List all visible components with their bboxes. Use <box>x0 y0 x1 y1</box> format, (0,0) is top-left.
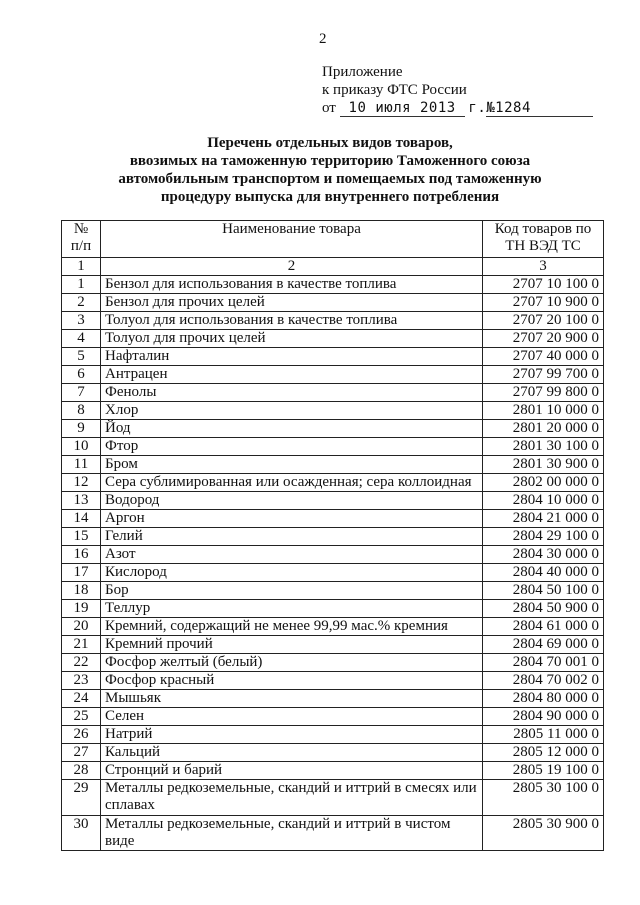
page-number: 2 <box>319 31 327 47</box>
table-row <box>62 456 604 474</box>
table-row <box>62 330 604 348</box>
title-line-2: ввозимых на таможенную территорию Таможенного союза <box>129 153 531 169</box>
table-row <box>62 384 604 402</box>
cell-num: 15 <box>62 528 101 546</box>
table-row <box>62 492 604 510</box>
cell-num: 4 <box>62 330 101 348</box>
cell-num: 12 <box>62 474 101 492</box>
cell-num: 27 <box>62 744 101 762</box>
cell-num: 18 <box>62 582 101 600</box>
cell-name: Кремний, содержащий не менее 99,99 мас.% кремния <box>101 618 483 636</box>
cell-name: Йод <box>101 420 483 438</box>
cell-code: 2804 30 000 0 <box>483 546 604 564</box>
cell-num: 19 <box>62 600 101 618</box>
cell-name: Толуол для прочих целей <box>101 330 483 348</box>
cell-name: Водород <box>101 492 483 510</box>
table-row <box>62 366 604 384</box>
cell-num: 6 <box>62 366 101 384</box>
table-row <box>62 276 604 294</box>
cell-name: Мышьяк <box>101 690 483 708</box>
table-row <box>62 726 604 744</box>
table-row <box>62 402 604 420</box>
cell-code: 2804 50 900 0 <box>483 600 604 618</box>
order-year-suffix: г. <box>468 100 487 116</box>
table-row <box>62 636 604 654</box>
cell-name: Антрацен <box>101 366 483 384</box>
cell-code: 2801 10 000 0 <box>483 402 604 420</box>
cell-name: Бензол для использования в качестве топлива <box>101 276 483 294</box>
cell-code: 2801 30 900 0 <box>483 456 604 474</box>
cell-code: 2707 10 900 0 <box>483 294 604 312</box>
column-numbers-row <box>62 258 604 276</box>
cell-num: 14 <box>62 510 101 528</box>
cell-code: 2804 80 000 0 <box>483 690 604 708</box>
cell-code: 2804 40 000 0 <box>483 564 604 582</box>
cell-name: Сера сублимированная или осажденная; сера коллоидная <box>101 474 483 492</box>
table-row <box>62 618 604 636</box>
table-row <box>62 816 604 851</box>
cell-code: 2801 20 000 0 <box>483 420 604 438</box>
cell-name: Кальций <box>101 744 483 762</box>
cell-num: 26 <box>62 726 101 744</box>
cell-num: 13 <box>62 492 101 510</box>
cell-name: Бор <box>101 582 483 600</box>
cell-code: 2707 20 100 0 <box>483 312 604 330</box>
cell-name: Фенолы <box>101 384 483 402</box>
table-row <box>62 348 604 366</box>
order-date-value: 10 июля 2013 <box>348 100 456 116</box>
table-row <box>62 780 604 816</box>
cell-name: Азот <box>101 546 483 564</box>
cell-code: 2805 19 100 0 <box>483 762 604 780</box>
cell-num: 3 <box>62 312 101 330</box>
cell-num: 17 <box>62 564 101 582</box>
cell-code: 2802 00 000 0 <box>483 474 604 492</box>
title-line-4: процедуру выпуска для внутреннего потребления <box>160 189 500 205</box>
cell-code: 2804 21 000 0 <box>483 510 604 528</box>
cell-code: 2805 30 900 0 <box>483 816 604 851</box>
cell-code: 2707 99 700 0 <box>483 366 604 384</box>
cell-num: 9 <box>62 420 101 438</box>
cell-num: 21 <box>62 636 101 654</box>
table-row <box>62 600 604 618</box>
cell-code: 2805 30 100 0 <box>483 780 604 816</box>
cell-num: 20 <box>62 618 101 636</box>
table-row <box>62 708 604 726</box>
order-date-number <box>322 99 593 117</box>
cell-name: Теллур <box>101 600 483 618</box>
header-code-line2: ТН ВЭД ТС <box>505 238 581 254</box>
cell-num: 10 <box>62 438 101 456</box>
cell-name: Бензол для прочих целей <box>101 294 483 312</box>
table-row <box>62 564 604 582</box>
cell-code: 2707 20 900 0 <box>483 330 604 348</box>
cell-num: 2 <box>62 294 101 312</box>
cell-code: 2805 12 000 0 <box>483 744 604 762</box>
cell-name: Гелий <box>101 528 483 546</box>
header-num-line1: № <box>73 221 89 237</box>
cell-code: 2801 30 100 0 <box>483 438 604 456</box>
cell-name: Нафталин <box>101 348 483 366</box>
cell-name: Бром <box>101 456 483 474</box>
table-row <box>62 474 604 492</box>
cell-name: Селен <box>101 708 483 726</box>
cell-num: 25 <box>62 708 101 726</box>
order-date <box>340 100 465 117</box>
cell-num: 16 <box>62 546 101 564</box>
cell-code: 2805 11 000 0 <box>483 726 604 744</box>
cell-num: 24 <box>62 690 101 708</box>
cell-name: Натрий <box>101 726 483 744</box>
table-row <box>62 690 604 708</box>
cell-name: Металлы редкоземельные, скандий и иттрий в чистом виде <box>101 816 483 851</box>
cell-num: 8 <box>62 402 101 420</box>
cell-code: 2804 70 002 0 <box>483 672 604 690</box>
table-header-row <box>62 221 604 258</box>
cell-name: Фосфор желтый (белый) <box>101 654 483 672</box>
cell-num: 5 <box>62 348 101 366</box>
cell-name: Металлы редкоземельные, скандий и иттрий в смесях или сплавах <box>101 780 483 816</box>
table-row <box>62 762 604 780</box>
column-number: 2 <box>101 258 483 276</box>
cell-name: Фтор <box>101 438 483 456</box>
header-name: Наименование товара <box>101 221 483 258</box>
cell-num: 30 <box>62 816 101 851</box>
table-row <box>62 528 604 546</box>
cell-num: 11 <box>62 456 101 474</box>
cell-num: 7 <box>62 384 101 402</box>
title-line-1: Перечень отдельных видов товаров, <box>207 135 453 151</box>
cell-code: 2804 50 100 0 <box>483 582 604 600</box>
header-num <box>62 221 101 258</box>
document-title <box>80 134 580 206</box>
cell-code: 2707 99 800 0 <box>483 384 604 402</box>
column-number: 1 <box>62 258 101 276</box>
cell-num: 22 <box>62 654 101 672</box>
cell-name: Хлор <box>101 402 483 420</box>
order-number <box>486 100 593 117</box>
table-row <box>62 744 604 762</box>
cell-code: 2707 10 100 0 <box>483 276 604 294</box>
table-row <box>62 312 604 330</box>
cell-code: 2804 61 000 0 <box>483 618 604 636</box>
cell-name: Кислород <box>101 564 483 582</box>
table-row <box>62 294 604 312</box>
cell-name: Аргон <box>101 510 483 528</box>
cell-name: Толуол для использования в качестве топлива <box>101 312 483 330</box>
cell-code: 2707 40 000 0 <box>483 348 604 366</box>
cell-name: Кремний прочий <box>101 636 483 654</box>
goods-table <box>61 220 604 851</box>
cell-name: Стронций и барий <box>101 762 483 780</box>
table-row <box>62 438 604 456</box>
order-number-value: №1284 <box>486 100 531 116</box>
cell-num: 28 <box>62 762 101 780</box>
header-code <box>483 221 604 258</box>
cell-code: 2804 90 000 0 <box>483 708 604 726</box>
cell-code: 2804 10 000 0 <box>483 492 604 510</box>
table-row <box>62 420 604 438</box>
table-row <box>62 672 604 690</box>
cell-code: 2804 70 001 0 <box>483 654 604 672</box>
cell-name: Фосфор красный <box>101 672 483 690</box>
cell-num: 29 <box>62 780 101 816</box>
cell-num: 23 <box>62 672 101 690</box>
header-code-line1: Код товаров по <box>494 221 592 237</box>
cell-code: 2804 29 100 0 <box>483 528 604 546</box>
appendix-label: Приложение <box>322 64 403 80</box>
order-prefix: от <box>322 100 336 116</box>
title-line-3: автомобильным транспортом и помещаемых под таможенную <box>118 171 542 187</box>
table-row <box>62 654 604 672</box>
table-row <box>62 546 604 564</box>
cell-code: 2804 69 000 0 <box>483 636 604 654</box>
header-num-line2: п/п <box>70 238 92 254</box>
table-row <box>62 582 604 600</box>
table-row <box>62 510 604 528</box>
appendix-order-ref: к приказу ФТС России <box>322 82 467 98</box>
cell-num: 1 <box>62 276 101 294</box>
column-number: 3 <box>483 258 604 276</box>
appendix-block <box>322 63 593 117</box>
